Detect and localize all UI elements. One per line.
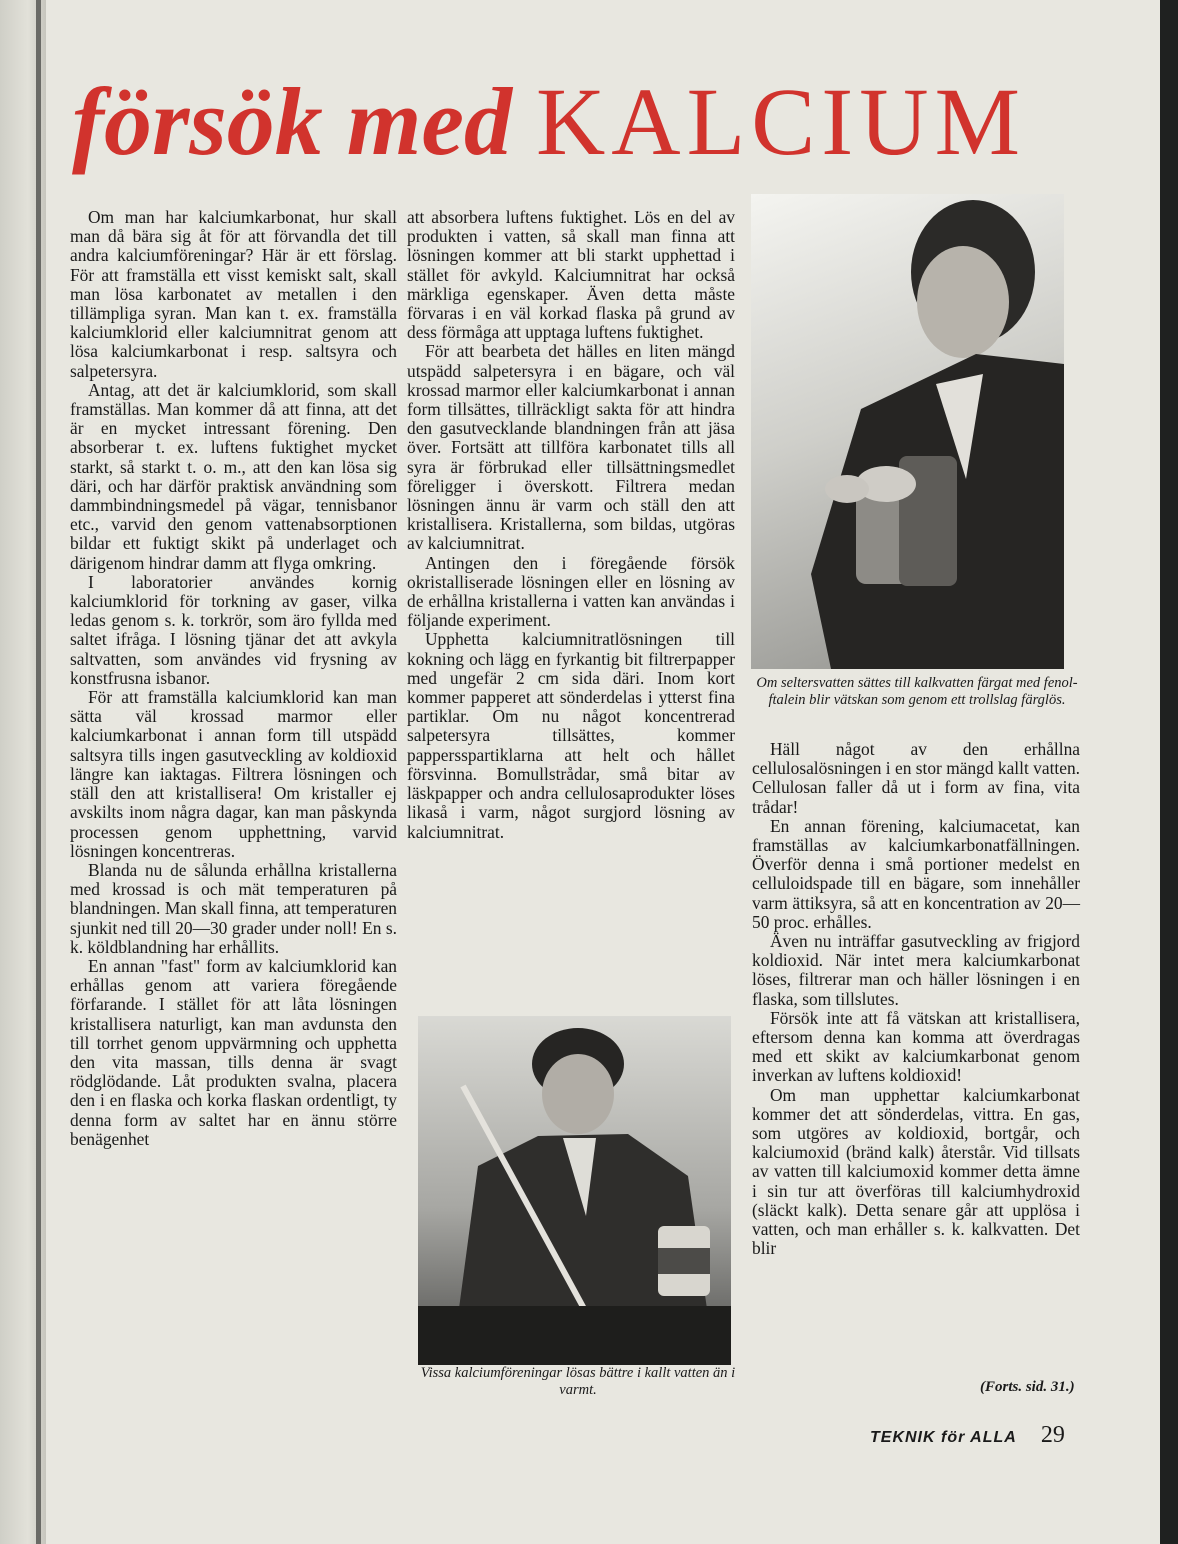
column-1 [70, 208, 397, 1149]
column-3 [752, 740, 1080, 1258]
photo-caption: Om seltersvatten sättes till kalkvatten färgat med fenol-ftalein blir vätskan som genom ett trollslag färglös. [756, 675, 1078, 708]
paragraph: Försök inte att få vätskan att kristallisera, eftersom denna kan komma att överdragas med ett skikt av kalciumkarbonat genom inverkan av luftens koldioxid! [752, 1007, 1080, 1086]
publication-name: TEKNIK för ALLA [870, 1429, 1017, 1446]
paragraph: Antag, att det är kalciumklorid, som skall framställas. Man kommer då att finna, att det är en mycket intressant förening. Den absorberar t. ex. luftens fuktighet mycket starkt, så starkt t. o. m., att den kan lösa sig däri, och har därför praktisk användning som dammbindningsmedel på vägar, tennisbanor etc., varvid den genom vattenabsorptionen bildar ett fuktigt skikt på underlaget och därigenom hindrar damm att flyga omkring. [70, 379, 397, 573]
paragraph: Även nu inträffar gasutveckling av frigjord koldioxid. När intet mera kalciumkarbonat löses, filtrerar man och häller lösningen i en flaska, som tillslutes. [752, 931, 1080, 1009]
paragraph: För att bearbeta det hälles en liten mängd utspädd salpetersyra i en bägare, och väl krossad marmor eller kalciumkarbonat i annan form tillsättes, tillräckligt sakta för att hindra den gasutvecklande blandningen från att jäsa över. Fortsätt att tillföra karbonatet tills all syra är förbrukad eller tillsättningsmedlet föreligger i överskott. Filtrera medan lösningen ännu är varm och ställ den att kristallisera. Kristallerna, som bildas, utgöras av kalciumnitrat. [407, 341, 735, 554]
title-uppercase: KALCIUM [535, 68, 1026, 175]
article-title [72, 68, 1026, 175]
page-edge [1160, 0, 1178, 1544]
continued-note: (Forts. sid. 31.) [980, 1379, 1075, 1395]
paragraph: Om man har kalciumkarbonat, hur skall man då bära sig åt för att förvandla det till andra kalciumföreningar? Här är ett förslag. För att framställa ett visst kemiskt salt, skall man lösa karbonatet av metallen i den tillämpliga syran. Man kan t. ex. framställa kalciumklorid eller kalciumnitrat genom att lösa kalciumkarbonat i resp. saltsyra och salpetersyra. [70, 207, 397, 381]
photo-man-with-test-tube [418, 1016, 731, 1365]
paragraph: I laboratorier användes kornig kalciumklorid för torkning av gaser, vilka ledas genom s. k. torkrör, som äro fyllda med saltet ifråga. I lösning tjänar det att avkyla saltvatten, som användes vid frysning av konstfrusna isbanor. [70, 571, 397, 688]
paragraph: En annan förening, kalciumacetat, kan framställas av kalciumkarbonatfällningen. Överför denna i små portioner medelst en celluloidspade till en bägare, som innehåller varm ättiksyra, så att en koncentration av 20—50 proc. erhålles. [752, 815, 1080, 932]
column-2 [407, 208, 735, 842]
photo-caption: Vissa kalciumföreningar lösas bättre i kallt vatten än i varmt. [420, 1365, 736, 1398]
title-lowercase: försök med [72, 68, 512, 175]
photo-man-pouring-seltzer [751, 194, 1064, 669]
paragraph: En annan "fast" form av kalciumklorid kan erhållas genom att variera föregående förfarande. I stället för att låta lösningen kristallisera naturligt, kan man avdunsta den till torrhet genom uppvärmning och upphetta den vita massan, tills denna är svagt rödglödande. Låt produkten svalna, placera den i en flaska och korka flaskan ordentligt, ty denna form av saltet har en ännu större benägenhet [70, 955, 397, 1149]
page-footer [870, 1422, 1065, 1449]
paragraph: Antingen den i föregående försök okristalliserade lösningen eller en lösning av de erhållna kristallerna i vatten kan användas i följande experiment. [407, 552, 735, 631]
page-number: 29 [1040, 1422, 1065, 1448]
spine-line [36, 0, 41, 1544]
paragraph: Upphetta kalciumnitratlösningen till kokning och lägg en fyrkantig bit filtrerpapper med ungefär 2 cm sida däri. Inom kort kommer papperet att sönderdelas i ytterst fina partiklar. Om nu något koncentrerad salpetersyra tillsättes, kommer pappersspartiklarna att helt och hållet försvinna. Bomullstrådar, små bitar av läskpapper och andra cellulosaprodukter löses likaså i varm, något surgjord lösning av kalciumnitrat. [407, 629, 735, 842]
paragraph: Blanda nu de sålunda erhållna kristallerna med krossad is och mät temperaturen på blandningen. Man skall finna, att temperaturen sjunkit ned till 20—30 grader under noll! En s. k. köldblandning har erhållits. [70, 859, 397, 957]
paragraph: Om man upphettar kalciumkarbonat kommer det att sönderdelas, vittra. En gas, som utgöres av koldioxid, bortgår, och kalciumoxid (bränd kalk) återstår. Vid tillsats av vatten till kalciumoxid kommer detta ämne i sin tur att överföras till kalciumhydroxid (släckt kalk). Detta senare går att upplösa i vatten, och man erhåller s. k. kalkvatten. Det blir [752, 1084, 1080, 1259]
paragraph: För att framställa kalciumklorid kan man sätta väl krossad marmor eller kalciumkarbonat i annan form till utspädd saltsyra tills ingen gasutveckling av koldioxid längre kan iaktagas. Filtrera lösningen och ställ den att kristallisera! Om kristaller ej avskilts inom några dagar, kan man påskynda processen genom upphettning, varvid lösningen koncentreras. [70, 687, 397, 861]
paragraph: Häll något av den erhållna cellulosalösningen i en stor mängd kallt vatten. Cellulosan faller då ut i form av fina, vita trådar! [752, 739, 1080, 817]
paragraph: att absorbera luftens fuktighet. Lös en del av produkten i vatten, så skall man finna att lösningen kommer att bli starkt upphettad i stället för avkyld. Kalciumnitrat har också märkliga egenskaper. Även detta måste förvaras i en väl korkad flaska på grund av dess förmåga att upptaga luftens fuktighet. [407, 207, 735, 343]
